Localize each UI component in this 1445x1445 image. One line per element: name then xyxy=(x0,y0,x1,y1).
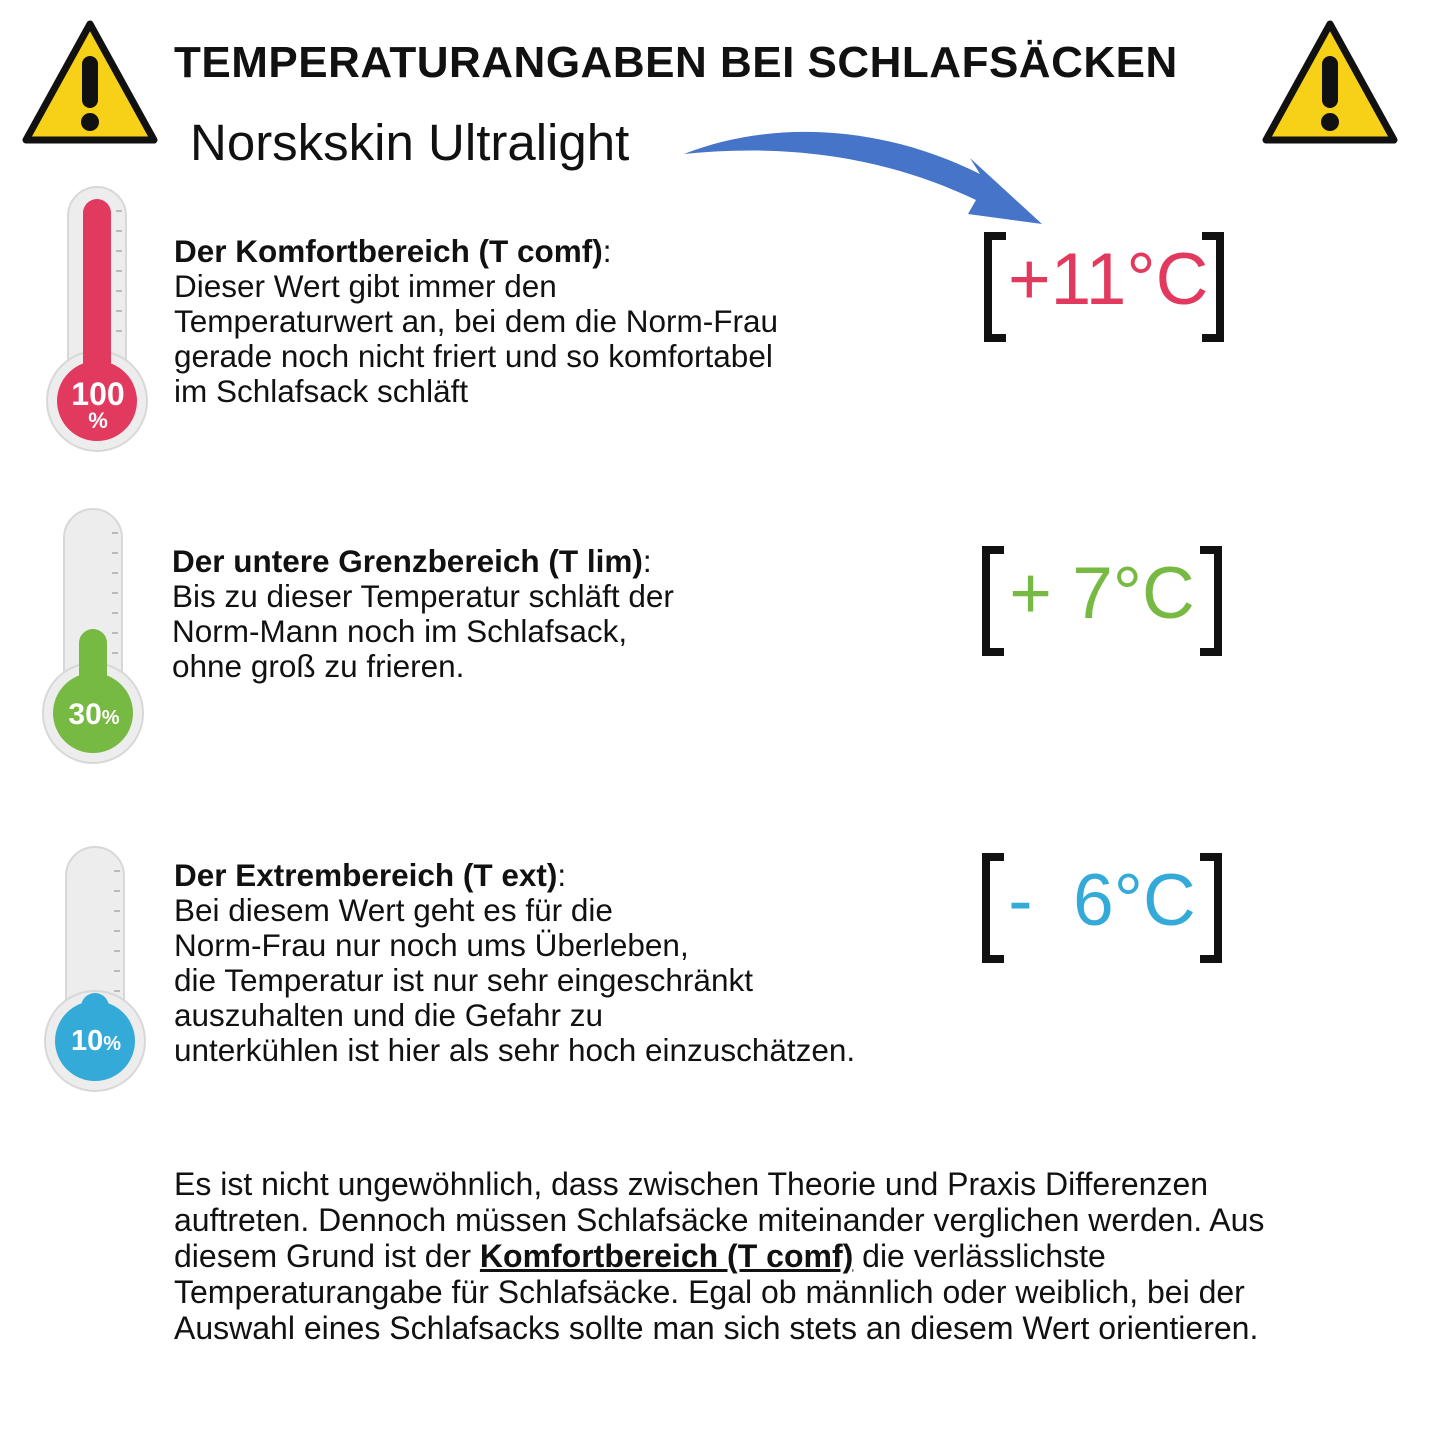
extreme-value: - 6°C xyxy=(982,853,1222,973)
warning-icon xyxy=(20,18,160,148)
extreme-description: Der Extrembereich (T ext): Bei diesem Wert geht es für die Norm-Frau nur noch ums Überleben, die Temperatur ist nur sehr eingeschränkt auszuhalten und die Gefahr zu unterkühlen ist hier als sehr hoch einzuschätzen. xyxy=(174,857,856,1068)
thermometer-10-icon xyxy=(40,843,150,1113)
thermometer-label: 100 % xyxy=(71,376,125,433)
limit-value: + 7°C xyxy=(982,546,1222,666)
footer-emphasis: Komfortbereich (T comf) xyxy=(479,1238,854,1274)
page-title: TEMPERATURANGABEN BEI SCHLAFSÄCKEN xyxy=(174,38,1178,87)
extreme-heading: Der Extrembereich (T ext) xyxy=(174,857,558,893)
thermometer-label: 10% xyxy=(70,1025,122,1057)
comfort-value: +11°C xyxy=(984,232,1224,352)
arrow-icon xyxy=(680,118,1050,230)
footer-note: Es ist nicht ungewöhnlich, dass zwischen Theorie und Praxis Differenzen auftreten. Dennoch müssen Schlafsäcke miteinander verglichen werden. Aus diesem Grund ist der Komfortbereich (T comf) die verlässlichste Temperaturangabe für Schlafsäcke. Egal ob männlich oder weiblich, bei der Auswahl eines Schlafsacks sollte man sich stets an diesem Wert orientieren. xyxy=(174,1166,1265,1346)
comfort-heading: Der Komfortbereich (T comf) xyxy=(174,233,603,269)
product-name: Norskskin Ultralight xyxy=(190,114,630,171)
comfort-description: Der Komfortbereich (T comf): Dieser Wert gibt immer den Temperaturwert an, bei dem die Norm-Frau gerade noch nicht friert und so komfortabel im Schlafsack schläft xyxy=(174,233,778,409)
thermometer-label: 30% xyxy=(68,698,120,731)
limit-heading: Der untere Grenzbereich (T lim) xyxy=(172,543,643,579)
warning-icon xyxy=(1260,18,1400,148)
thermometer-30-icon xyxy=(38,505,148,775)
limit-description: Der untere Grenzbereich (T lim): Bis zu dieser Temperatur schläft der Norm-Mann noch im Schlafsack, ohne groß zu frieren. xyxy=(172,543,674,684)
